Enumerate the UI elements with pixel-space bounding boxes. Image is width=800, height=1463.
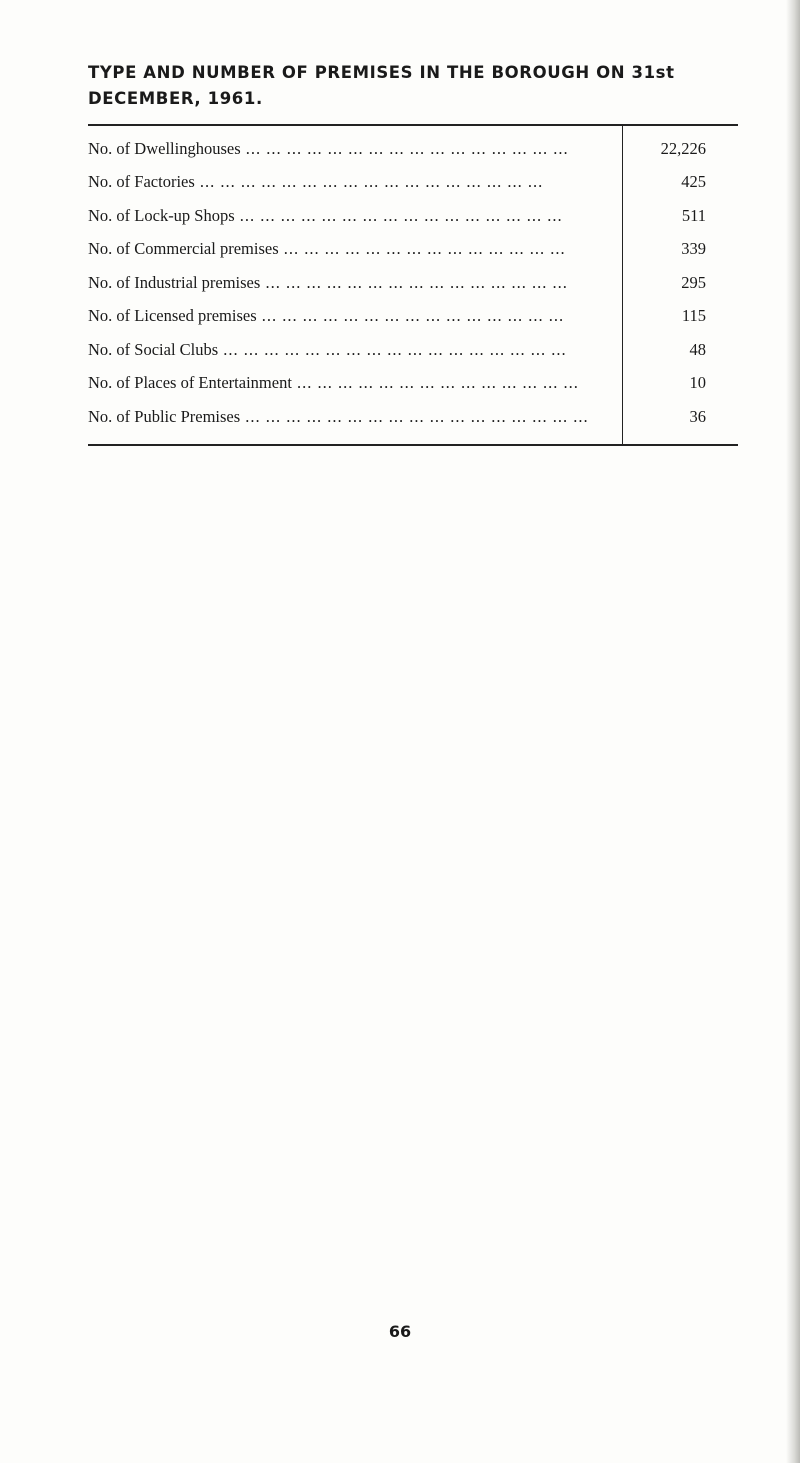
row-label-cell xyxy=(88,199,623,233)
row-label: No. of Places of Entertainment xyxy=(88,373,292,393)
table-row xyxy=(88,166,738,200)
dot-leader: ... ... ... ... ... ... ... ... ... ... ... ... ... ... ... xyxy=(256,306,565,326)
table-row xyxy=(88,333,738,367)
premises-table-container xyxy=(88,124,738,446)
row-label-cell xyxy=(88,166,623,200)
dot-leader: ... ... ... ... ... ... ... ... ... ... ... ... ... ... ... ... xyxy=(240,138,569,158)
row-label: No. of Licensed premises xyxy=(88,306,257,326)
table-row xyxy=(88,199,738,233)
page-number: 66 xyxy=(388,1322,412,1341)
dot-leader: ... ... ... ... ... ... ... ... ... ... ... ... ... ... ... ... ... xyxy=(194,172,544,192)
row-value: 10 xyxy=(689,373,706,393)
row-value: 36 xyxy=(689,406,706,426)
row-label: No. of Public Premises xyxy=(88,406,241,426)
table-row xyxy=(88,300,738,334)
row-label: No. of Lock-up Shops xyxy=(88,205,235,225)
dot-leader: ... ... ... ... ... ... ... ... ... ... ... ... ... ... ... ... ... xyxy=(218,339,567,359)
row-label-cell xyxy=(88,367,623,401)
row-label: No. of Dwellinghouses xyxy=(88,138,241,158)
row-label-cell xyxy=(88,400,623,444)
heading-line-2: DECEMBER, 1961. xyxy=(88,89,263,108)
row-label-cell xyxy=(88,233,623,267)
row-label: No. of Commercial premises xyxy=(88,239,279,259)
row-value: 48 xyxy=(689,339,706,359)
row-value: 295 xyxy=(681,272,706,292)
table-row xyxy=(88,266,738,300)
row-value: 339 xyxy=(681,239,706,259)
dot-leader: ... ... ... ... ... ... ... ... ... ... ... ... ... ... ... xyxy=(260,272,568,292)
row-value: 22,226 xyxy=(660,138,706,158)
row-value: 115 xyxy=(681,306,706,326)
dot-leader: ... ... ... ... ... ... ... ... ... ... ... ... ... ... ... ... xyxy=(234,205,563,225)
row-label-cell xyxy=(88,300,623,334)
table-bottom-rule xyxy=(88,444,738,446)
row-value: 511 xyxy=(681,205,706,225)
dot-leader: ... ... ... ... ... ... ... ... ... ... ... ... ... ... xyxy=(291,373,579,393)
row-label-cell xyxy=(88,266,623,300)
row-label: No. of Social Clubs xyxy=(88,339,219,359)
table-row xyxy=(88,126,738,166)
row-label: No. of Industrial premises xyxy=(88,272,261,292)
dot-leader: ... ... ... ... ... ... ... ... ... ... ... ... ... ... xyxy=(278,239,566,259)
table-row xyxy=(88,367,738,401)
table-row xyxy=(88,233,738,267)
row-label-cell xyxy=(88,126,623,166)
row-label: No. of Factories xyxy=(88,172,195,192)
dot-leader: ... ... ... ... ... ... ... ... ... ... ... ... ... ... ... ... ... xyxy=(240,406,589,426)
page-edge-shadow xyxy=(786,0,800,1463)
page-heading xyxy=(88,60,768,112)
premises-table xyxy=(88,126,738,444)
table-row xyxy=(88,400,738,444)
row-value: 425 xyxy=(681,172,706,192)
heading-line-1: TYPE AND NUMBER OF PREMISES IN THE BOROUGH ON 31st xyxy=(88,63,675,82)
row-label-cell xyxy=(88,333,623,367)
